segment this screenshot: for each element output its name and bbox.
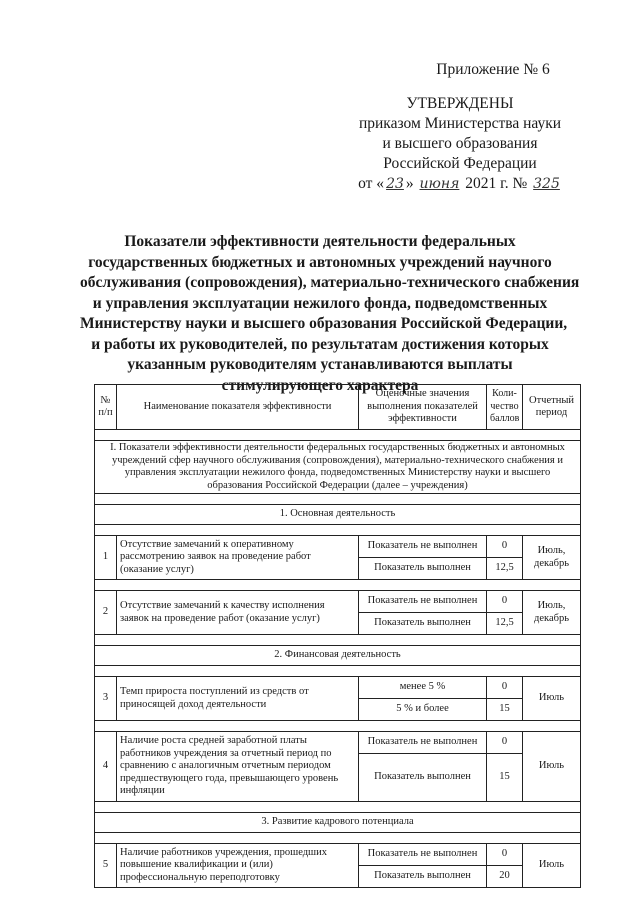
group-header-row (95, 813, 581, 833)
title-line: государственных бюджетных и автономных учреждений научного (88, 253, 552, 271)
order-number: 325 (533, 176, 560, 192)
group-title: 2. Финансовая деятельность (95, 646, 581, 666)
title-line: стимулирующего характера (221, 376, 419, 394)
evaluation-value: Показатель выполнен (359, 613, 487, 635)
report-period: Июль, декабрь (523, 591, 581, 635)
evaluation-value: Показатель не выполнен (359, 536, 487, 558)
points-value: 0 (487, 536, 523, 558)
col-header-period: Отчетный период (523, 385, 581, 430)
title-line: Министерству науки и высшего образования Российской Федерации, (80, 315, 568, 332)
evaluation-value: Показатель не выполнен (359, 844, 487, 866)
title-line: и управления эксплуатации нежилого фонда, подведомственных (92, 294, 548, 312)
section-I-header: I. Показатели эффективности деятельности федеральных государственных бюджетных и автономных учреждений сфер научного обслуживания (сопровождения), материально-технического снабжения и управления эксплуатации нежилого фонда, подведомственных Министерству науки и высшего образования Российской Федерации (далее – учреждения) (95, 441, 581, 494)
row-number: 5 (95, 844, 117, 888)
points-value: 20 (487, 866, 523, 888)
col-header-name: Наименование показателя эффективности (117, 385, 359, 430)
date-month: июня (419, 176, 460, 192)
evaluation-value: Показатель выполнен (359, 866, 487, 888)
table-row (95, 677, 581, 699)
evaluation-value: Показатель выполнен (359, 558, 487, 580)
report-period: Июль (523, 844, 581, 888)
points-value: 0 (487, 591, 523, 613)
indicator-name: Отсутствие замечаний к оперативному рассмотрению заявок на проведение работ (оказание услуг) (117, 536, 359, 580)
col-header-values: Оценочные значения выполнения показателей эффективности (359, 385, 487, 430)
order-line-3: Российской Федерации (383, 155, 537, 172)
indicator-name: Наличие роста средней заработной платы работников учреждения за отчетный период по сравнению с аналогичным отчетным периодом предшествующего года, превышающего уровень инфляции (117, 732, 359, 802)
points-value: 15 (487, 754, 523, 802)
points-value: 0 (487, 732, 523, 754)
indicator-name: Отсутствие замечаний к качеству исполнения заявок на проведение работ (оказание услуг) (117, 591, 359, 635)
group-header-row (95, 646, 581, 666)
report-period: Июль, декабрь (523, 536, 581, 580)
order-line-2: и высшего образования (382, 135, 538, 152)
document-title (80, 232, 580, 396)
date-year: 2021 г. № (465, 175, 528, 192)
col-header-points: Коли-чество баллов (487, 385, 523, 430)
evaluation-value: Показатель выполнен (359, 754, 487, 802)
row-number: 3 (95, 677, 117, 721)
table-row (95, 732, 581, 754)
date-day: 23 (386, 176, 404, 192)
title-line: указанным руководителям устанавливаются выплаты (127, 356, 513, 373)
group-title: 1. Основная деятельность (95, 505, 581, 525)
evaluation-value: 5 % и более (359, 699, 487, 721)
order-line-1: приказом Министерства науки (358, 115, 562, 132)
indicator-name: Наличие работников учреждения, прошедших повышение квалификации и (или) профессиональную переподготовку (117, 844, 359, 888)
order-date-line (340, 174, 580, 194)
appendix-number: Приложение № 6 (436, 61, 550, 78)
points-value: 0 (487, 844, 523, 866)
header-row (95, 385, 581, 430)
points-value: 12,5 (487, 558, 523, 580)
approval-block (340, 60, 580, 194)
date-prefix: от « (358, 175, 385, 192)
evaluation-value: Показатель не выполнен (359, 591, 487, 613)
approved-stamp-text: УТВЕРЖДЕНЫ (406, 95, 514, 112)
indicator-name: Темп прироста поступлений из средств от приносящей доход деятельности (117, 677, 359, 721)
table-row (95, 536, 581, 558)
date-mid: » (405, 175, 414, 192)
group-title: 3. Развитие кадрового потенциала (95, 813, 581, 833)
table-row (95, 591, 581, 613)
points-value: 0 (487, 677, 523, 699)
col-header-num: № п/п (95, 385, 117, 430)
group-header-row (95, 505, 581, 525)
evaluation-value: менее 5 % (359, 677, 487, 699)
table-row (95, 844, 581, 866)
title-line: обслуживания (сопровождения), материально-технического снабжения (80, 274, 580, 291)
row-number: 1 (95, 536, 117, 580)
section-header-row (95, 441, 581, 494)
row-number: 4 (95, 732, 117, 802)
points-value: 12,5 (487, 613, 523, 635)
report-period: Июль (523, 732, 581, 802)
title-line: и работы их руководителей, по результатам достижения которых (91, 335, 549, 353)
row-number: 2 (95, 591, 117, 635)
report-period: Июль (523, 677, 581, 721)
points-value: 15 (487, 699, 523, 721)
title-line: Показатели эффективности деятельности федеральных (124, 233, 516, 250)
evaluation-value: Показатель не выполнен (359, 732, 487, 754)
indicators-table (94, 384, 581, 888)
